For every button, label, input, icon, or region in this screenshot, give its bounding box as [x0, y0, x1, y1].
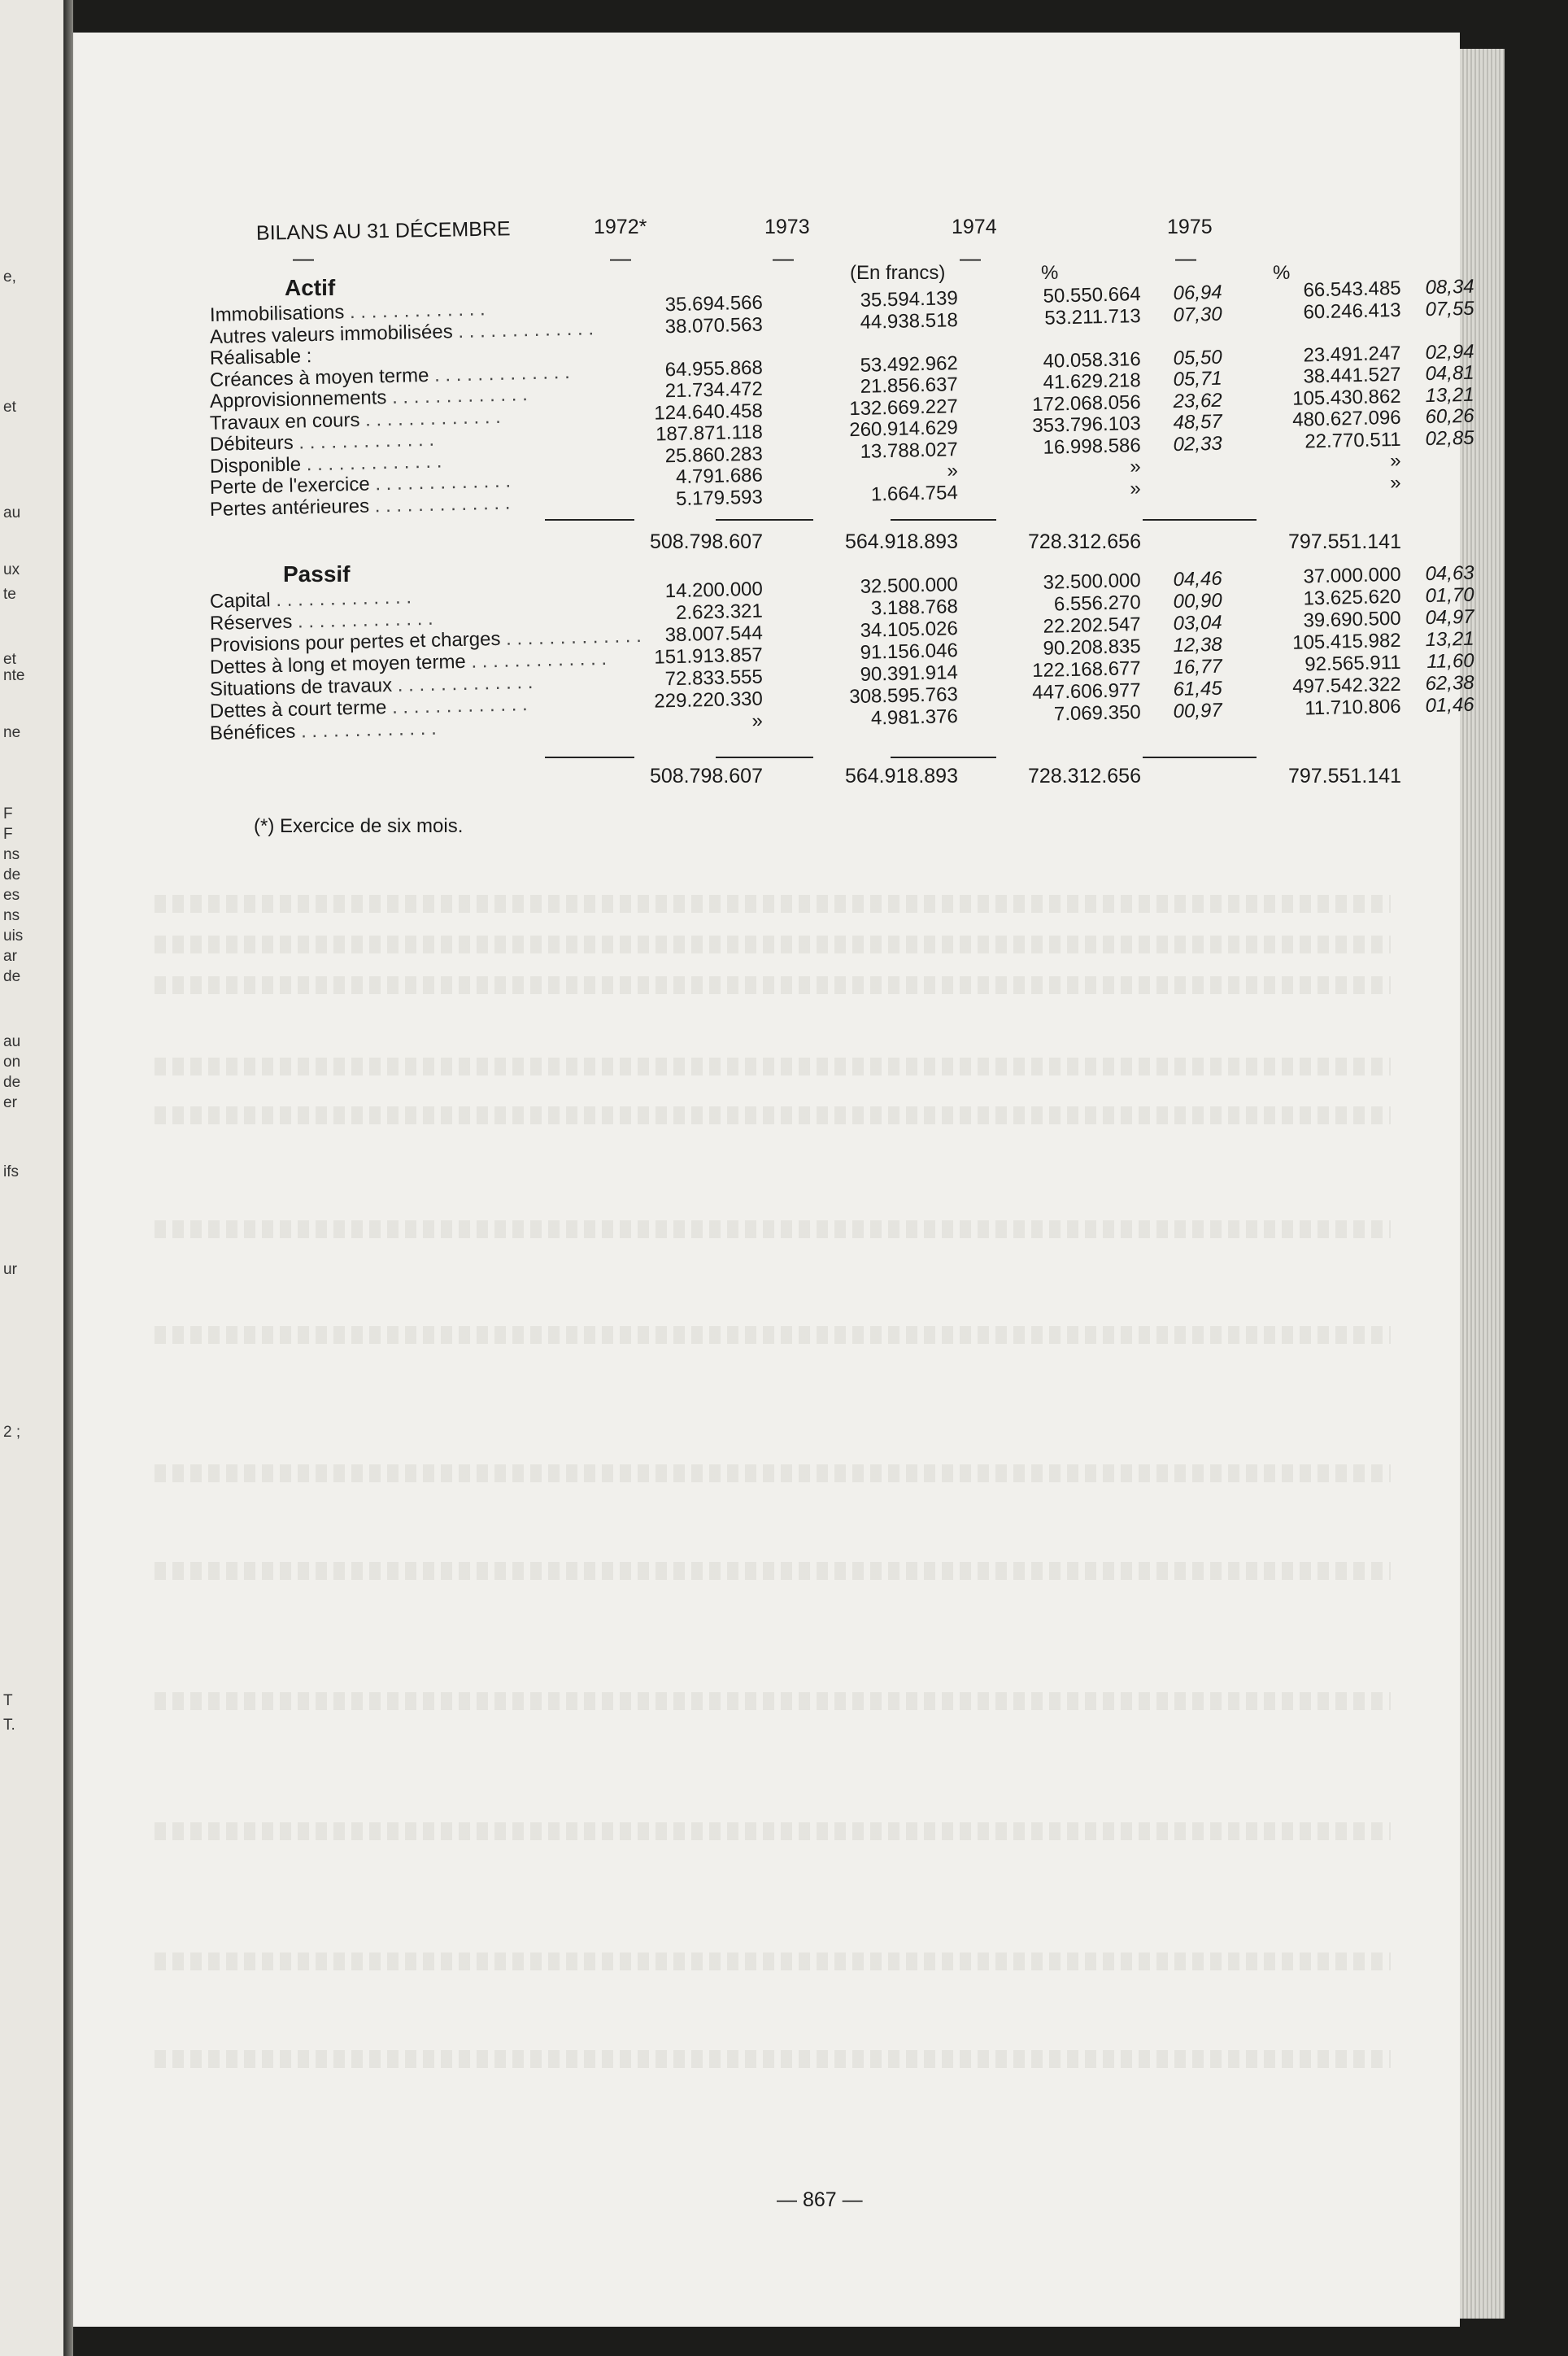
- passif-value-v73: 90.391.914: [860, 661, 959, 686]
- actif-row-label: Approvisionnements . . . . . . . . . . . . .: [209, 383, 529, 412]
- year-header-1972: 1972*: [594, 216, 647, 238]
- actif-value-v73: 21.856.637: [860, 373, 959, 398]
- actif-row-label: Perte de l'exercice . . . . . . . . . . . . .: [209, 469, 512, 499]
- left-page-fragment: es: [3, 887, 20, 904]
- dash-1973: —: [773, 246, 794, 270]
- rule-passif-1975: [1143, 757, 1257, 758]
- show-through-text: [155, 1822, 1391, 1840]
- actif-value-v75: 38.441.527: [1303, 363, 1401, 388]
- passif-row-label: Provisions pour pertes et charges . . . . . . . . . . . . .: [209, 624, 642, 657]
- passif-total-1972: 508.798.607: [649, 765, 763, 788]
- passif-value-p75: 04,63: [1425, 561, 1474, 586]
- actif-row-label: Débiteurs . . . . . . . . . . . . .: [209, 428, 435, 456]
- passif-row-label: Réserves . . . . . . . . . . . . .: [209, 607, 433, 635]
- passif-value-p74: 03,04: [1173, 611, 1222, 635]
- actif-total-1972: 508.798.607: [649, 530, 763, 553]
- actif-value-v74: 41.629.218: [1043, 369, 1142, 394]
- actif-value-v75: 66.543.485: [1303, 277, 1401, 302]
- passif-value-p75: 01,46: [1425, 693, 1474, 718]
- passif-value-v73: 4.981.376: [870, 705, 959, 730]
- show-through-text: [155, 1106, 1391, 1124]
- actif-value-v75: 480.627.096: [1291, 406, 1401, 431]
- passif-row-label: Bénéfices . . . . . . . . . . . . .: [209, 717, 438, 744]
- left-page-fragment: ns: [3, 846, 20, 863]
- left-page-fragment: ne: [3, 724, 21, 741]
- actif-value-v72: 64.955.868: [664, 356, 764, 381]
- passif-heading: Passif: [283, 561, 351, 587]
- passif-value-v73: 91.156.046: [860, 639, 959, 664]
- passif-value-v72: 14.200.000: [664, 578, 764, 603]
- show-through-text: [155, 1562, 1391, 1580]
- left-page-fragment: de: [3, 968, 21, 985]
- actif-row-label: Autres valeurs immobilisées . . . . . . . . . . . . .: [209, 316, 595, 348]
- passif-value-v74: 122.168.677: [1031, 657, 1142, 683]
- rule-actif-1975: [1143, 519, 1257, 521]
- actif-value-v72: 4.791.686: [675, 464, 764, 488]
- year-header-1975: 1975: [1167, 216, 1213, 238]
- passif-value-v72: »: [751, 709, 764, 732]
- passif-value-v75: 37.000.000: [1303, 563, 1401, 588]
- actif-value-v75: 105.430.862: [1291, 385, 1401, 410]
- actif-value-v73: 13.788.027: [860, 438, 959, 463]
- unit-label: (En francs): [850, 262, 946, 284]
- left-page-fragment: F: [3, 826, 13, 843]
- rule-passif-1974: [891, 757, 996, 758]
- passif-total-row: [210, 765, 1401, 789]
- actif-value-v73: 132.669.227: [849, 395, 959, 420]
- left-page-fragment: et: [3, 651, 16, 668]
- actif-value-p75: 07,55: [1425, 297, 1474, 321]
- left-page-fragment: 2 ;: [3, 1424, 21, 1441]
- left-page-fragment: au: [3, 504, 21, 521]
- actif-value-v74: 53.211.713: [1044, 304, 1142, 329]
- dash-1974: —: [960, 246, 981, 270]
- passif-row-label: Situations de travaux . . . . . . . . . . . . .: [209, 670, 534, 700]
- actif-value-p74: 48,57: [1173, 410, 1222, 434]
- left-page-fragment: ar: [3, 948, 17, 965]
- passif-row-label: Capital . . . . . . . . . . . . .: [209, 586, 412, 613]
- actif-total-1974: 728.312.656: [1027, 530, 1141, 553]
- passif-value-v75: 11.710.806: [1304, 695, 1401, 720]
- actif-value-p75: 04,81: [1425, 361, 1474, 386]
- actif-value-p75: 13,21: [1425, 383, 1474, 407]
- passif-value-v73: 3.188.768: [870, 596, 959, 620]
- actif-value-v74: 40.058.316: [1043, 347, 1142, 373]
- passif-value-v75: 497.542.322: [1291, 673, 1401, 698]
- left-page-fragment: T.: [3, 1717, 15, 1734]
- rule-passif-1972: [545, 757, 634, 758]
- left-page-fragment: nte: [3, 667, 25, 684]
- show-through-text: [155, 1692, 1391, 1710]
- page-title: BILANS AU 31 DÉCEMBRE: [255, 217, 511, 245]
- actif-value-v74: »: [1130, 456, 1142, 478]
- actif-value-v74: »: [1130, 477, 1142, 500]
- passif-value-v75: 13.625.620: [1303, 585, 1401, 610]
- page-number: — 867 —: [777, 2188, 863, 2211]
- actif-row-label: Réalisable :: [209, 345, 312, 369]
- left-page-fragment: ifs: [3, 1163, 19, 1180]
- actif-value-p75: 60,26: [1425, 404, 1474, 429]
- actif-row-label: Créances à moyen terme . . . . . . . . . . . . .: [209, 360, 571, 391]
- actif-row-label: Travaux en cours . . . . . . . . . . . . .: [209, 405, 502, 434]
- left-page-fragment: ur: [3, 1261, 17, 1278]
- passif-value-p74: 00,90: [1173, 589, 1222, 613]
- passif-value-v75: 105.415.982: [1291, 629, 1401, 654]
- pct-header-1975: %: [1273, 262, 1291, 284]
- left-page-fragment: au: [3, 1033, 21, 1050]
- show-through-text: [155, 1464, 1391, 1482]
- show-through-text: [155, 1326, 1391, 1344]
- passif-value-v72: 151.913.857: [654, 644, 764, 669]
- show-through-text: [155, 1220, 1391, 1238]
- passif-value-v73: 308.595.763: [849, 683, 959, 709]
- passif-value-v75: 92.565.911: [1304, 651, 1401, 676]
- actif-value-v75: »: [1389, 471, 1401, 494]
- rule-actif-1972: [545, 519, 634, 521]
- actif-value-p74: 02,33: [1173, 432, 1222, 456]
- dash-1975: —: [1175, 246, 1196, 270]
- passif-value-v74: 22.202.547: [1043, 613, 1142, 638]
- passif-value-p75: 01,70: [1425, 583, 1474, 608]
- left-page-fragment: ns: [3, 907, 20, 924]
- actif-value-p74: 07,30: [1173, 303, 1222, 326]
- passif-value-v72: 2.623.321: [675, 600, 764, 624]
- left-page-fragment: e,: [3, 268, 16, 286]
- passif-total-1973: 564.918.893: [844, 765, 958, 788]
- left-page-fragment: F: [3, 805, 13, 822]
- show-through-text: [155, 936, 1391, 953]
- show-through-text: [155, 1058, 1391, 1075]
- passif-value-v73: 34.105.026: [860, 617, 959, 642]
- show-through-text: [155, 895, 1391, 913]
- show-through-text: [155, 976, 1391, 994]
- year-header-1974: 1974: [952, 216, 997, 238]
- actif-value-v74: 172.068.056: [1031, 390, 1142, 416]
- rule-actif-1973: [716, 519, 813, 521]
- actif-value-v72: 35.694.566: [664, 291, 764, 316]
- passif-value-p74: 16,77: [1173, 655, 1222, 679]
- actif-value-v75: 60.246.413: [1303, 299, 1401, 323]
- passif-value-p75: 04,97: [1425, 605, 1474, 630]
- actif-value-p74: 05,50: [1173, 346, 1222, 369]
- actif-total-row: [210, 530, 1401, 555]
- passif-value-v73: 32.500.000: [860, 574, 959, 598]
- actif-value-p75: 08,34: [1425, 275, 1474, 299]
- actif-row-label: Pertes antérieures . . . . . . . . . . . . .: [209, 491, 511, 521]
- passif-value-v72: 38.007.544: [664, 622, 764, 647]
- left-page-fragment: uis: [3, 927, 24, 945]
- passif-value-v74: 6.556.270: [1053, 591, 1142, 616]
- passif-row-label: Dettes à long et moyen terme . . . . . . . . . . . . .: [209, 647, 608, 678]
- actif-value-v72: 124.640.458: [654, 399, 764, 425]
- passif-value-p74: 12,38: [1173, 633, 1222, 657]
- passif-value-p75: 11,60: [1426, 649, 1474, 674]
- actif-value-v73: 35.594.139: [860, 287, 959, 312]
- left-page-fragment: et: [3, 399, 16, 416]
- actif-total-1975: 797.551.141: [1287, 530, 1401, 553]
- actif-value-v75: »: [1389, 449, 1401, 473]
- passif-value-v74: 32.500.000: [1043, 569, 1142, 594]
- actif-value-v73: 260.914.629: [849, 417, 959, 442]
- left-page-fragment: T: [3, 1692, 13, 1709]
- rule-passif-1973: [716, 757, 813, 758]
- rule-actif-1974: [891, 519, 996, 521]
- actif-row-label: Disponible . . . . . . . . . . . . .: [209, 450, 442, 478]
- dash-1972: —: [610, 246, 631, 270]
- passif-total-1975: 797.551.141: [1287, 765, 1401, 788]
- left-page-edge: [0, 0, 63, 2356]
- actif-heading: Actif: [285, 275, 336, 300]
- passif-total-1974: 728.312.656: [1027, 765, 1141, 788]
- title-dash: —: [293, 246, 314, 270]
- actif-value-p74: 23,62: [1173, 389, 1222, 412]
- passif-value-v74: 90.208.835: [1043, 635, 1142, 660]
- book-gutter: [63, 0, 73, 2356]
- show-through-text: [155, 2050, 1391, 2068]
- footnote: (*) Exercice de six mois.: [254, 815, 464, 837]
- passif-row-label: Dettes à court terme . . . . . . . . . . . . .: [209, 693, 528, 722]
- actif-value-v72: 5.179.593: [675, 486, 764, 510]
- left-page-fragment: te: [3, 586, 16, 603]
- actif-value-p75: 02,94: [1425, 340, 1474, 364]
- pct-header-1974: %: [1041, 262, 1059, 284]
- passif-value-v74: 7.069.350: [1053, 701, 1142, 726]
- actif-value-v75: 22.770.511: [1304, 428, 1401, 452]
- actif-row-label: Immobilisations . . . . . . . . . . . . .: [209, 298, 486, 326]
- passif-value-p74: 00,97: [1173, 699, 1222, 723]
- left-page-fragment: on: [3, 1054, 21, 1071]
- actif-value-v73: 44.938.518: [860, 308, 959, 334]
- passif-value-p74: 04,46: [1173, 567, 1222, 591]
- actif-value-v75: 23.491.247: [1303, 342, 1401, 366]
- actif-value-p74: 06,94: [1173, 281, 1222, 305]
- left-page-fragment: de: [3, 1074, 21, 1091]
- passif-value-p75: 13,21: [1425, 627, 1474, 652]
- passif-value-p75: 62,38: [1425, 671, 1474, 696]
- left-page-fragment: de: [3, 866, 21, 884]
- actif-value-p74: 05,71: [1173, 367, 1222, 391]
- actif-value-v74: 50.550.664: [1043, 283, 1142, 308]
- passif-value-v74: 447.606.977: [1031, 679, 1142, 705]
- actif-value-v73: 1.664.754: [870, 481, 959, 506]
- year-header-1973: 1973: [764, 216, 810, 238]
- actif-value-v72: 187.871.118: [655, 421, 764, 446]
- actif-value-v72: 38.070.563: [664, 313, 764, 338]
- actif-value-v74: 16.998.586: [1043, 434, 1142, 459]
- passif-value-p74: 61,45: [1173, 677, 1222, 701]
- actif-value-v74: 353.796.103: [1031, 412, 1142, 438]
- document-page: [73, 33, 1474, 2327]
- left-page-fragment: ux: [3, 561, 20, 578]
- actif-total-1973: 564.918.893: [844, 530, 958, 553]
- passif-value-v72: 229.220.330: [654, 687, 764, 713]
- actif-value-v73: »: [947, 460, 959, 482]
- actif-value-p75: 02,85: [1425, 426, 1474, 450]
- actif-value-v72: 21.734.472: [664, 377, 764, 403]
- actif-value-v72: 25.860.283: [664, 443, 764, 467]
- actif-value-v73: 53.492.962: [860, 351, 959, 377]
- left-page-fragment: er: [3, 1094, 17, 1111]
- passif-value-v75: 39.690.500: [1303, 607, 1401, 632]
- passif-value-v72: 72.833.555: [664, 665, 764, 691]
- show-through-text: [155, 1952, 1391, 1970]
